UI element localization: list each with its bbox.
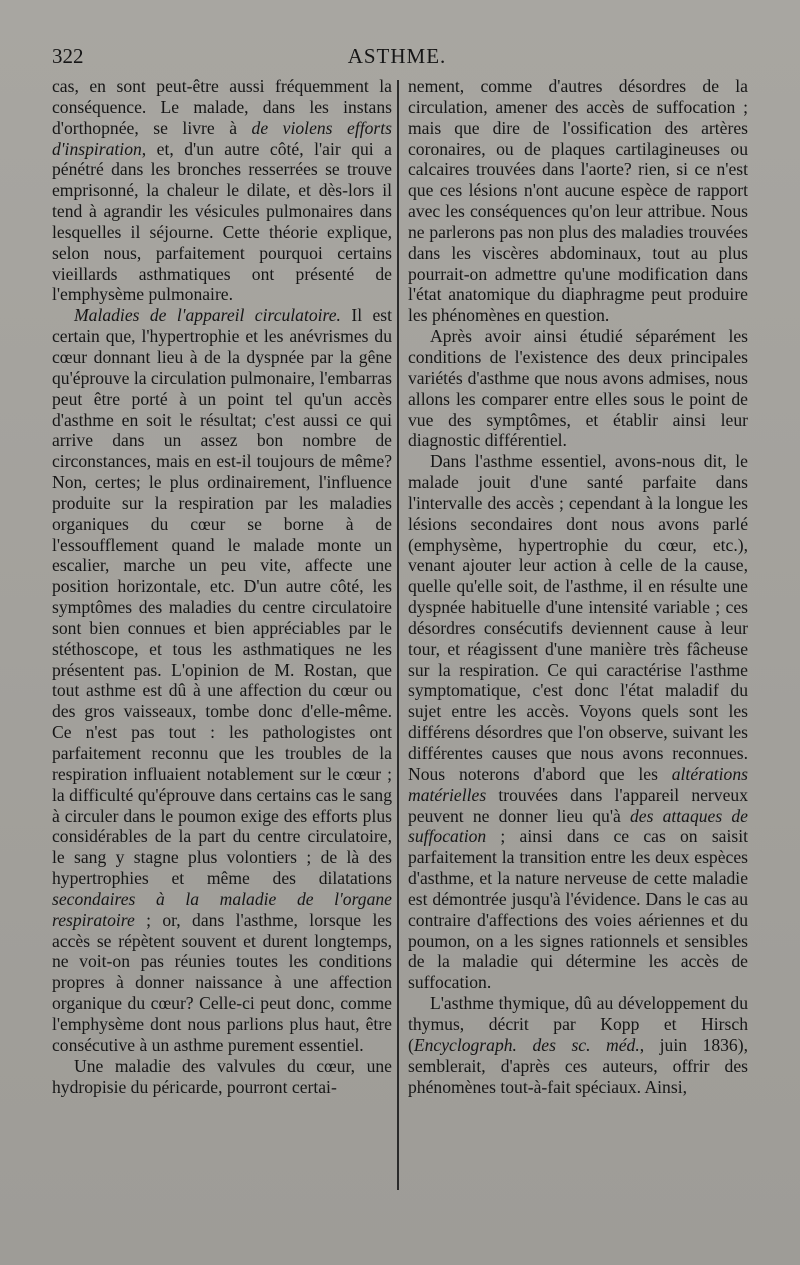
text-run: Dans l'asthme essentiel, avons-nous dit, le malade jouit d'une santé parfaite dans l'intervalle des accès ; cependant à la longue les lésions secondaires dont nous avons parlé (emphysème, hypertrophie du cœur, etc.), venant ajouter leur action à celle de la cause, quelle qu'elle soit, de l'asthme, il en résulte une dyspnée habituelle d'une intensité variable ; ces désordres consécutifs deviennent cause à leur tour, et réagissent d'une manière très fâcheuse sur la respiration. Ce qui caractérise l'asthme symptomatique, c'est donc l'état maladif du sujet entre les accès. Voyons quels sont les différens désordres que l'on observe, suivant les différentes causes que nous avons reconnues. Nous noterons d'abord que les xyxy=(408,451,748,784)
text-run: L'asthme thymique, dû au développement du thymus, décrit par Kopp et Hirsch ( xyxy=(408,993,748,1055)
text-run: ; or, dans l'asthme, lorsque les accès se répètent souvent et durent longtemps, ne voit-on pas réunies toutes les conditions propres à donner naissance à une affection organique du cœur? Celle-ci peut donc, comme l'emphysème dont nous parlions plus haut, être consécutive à un asthme purement essentiel. xyxy=(52,909,392,1055)
italic-text: Encyclograph. des sc. méd. xyxy=(413,1034,640,1055)
section-heading: Maladies de l'appareil circulatoire. xyxy=(74,305,341,326)
text-run: nement, comme d'autres désordres de la circulation, amener des accès de suffocation ; mais que dire de l'ossification des artères coronaires, ou de plaques cartilagineuses ou calcaires trouvées dans l'aorte? rien, si ce n'est que ces lésions n'ont aucune espèce de rapport avec les conséquences qu'on leur attribue. Nous ne parlerons pas non plus des maladies trouvées dans les viscères abdominaux, tout au plus pourrait-on admettre qu'une modification dans l'état anatomique du diaphragme peut produire les phénomènes en question. xyxy=(408,76,748,326)
italic-text: de violens efforts d'inspiration xyxy=(52,117,393,159)
running-head: ASTHME. xyxy=(347,44,447,68)
left-column xyxy=(52,76,392,1097)
text-run: Il est certain que, l'hypertrophie et les anévrismes du cœur donnant lieu à de la dyspnée par la gêne qu'éprouve la circulation pulmonaire, l'embarras peut être porté à un point tel qu'un accès d'asthme en soit le résultat; c'est aussi ce qui arrive dans un assez bon nombre de circonstances, mais en est-il toujours de même? Non, certes; le plus ordinairement, l'influence produite sur la respiration par les maladies organiques du cœur se borne à de l'essoufflement quand le malade monte un escalier, marche un peu vite, affecte une position horizontale, etc. D'un autre côté, les symptômes des maladies du centre circulatoire sont bien connues et bien appréciables par le stéthoscope, et tous les asthmatiques ne les présentent pas. L'opinion de M. Rostan, que tout asthme est dû à une affection du cœur ou des gros vaisseaux, tombe donc d'elle-même. Ce n'est pas tout : les pathologistes ont parfaitement reconnu que les troubles de la respiration influaient notablement sur le cœur ; la difficulté qu'éprouve dans certains cas le sang à circuler dans le poumon exige des efforts plus considérables de la part du centre circulatoire, le sang y stagne plus volontiers ; de là des hypertrophies et même des dilatations xyxy=(52,305,393,889)
paragraph xyxy=(52,305,392,1055)
paragraph xyxy=(52,1056,392,1098)
paragraph xyxy=(408,76,748,326)
text-run: , juin 1836), semblerait, d'après ces auteurs, offrir des phénomènes tout-à-fait spéciaux. Ainsi, xyxy=(408,1034,748,1097)
text-run: ; ainsi dans ce cas on saisit parfaitement la transition entre les deux espèces d'asthme, et la nature nerveuse de cette maladie est démontrée jusqu'à l'évidence. Dans le cas au contraire d'affections des voies aériennes et du poumon, on a les signes rationnels et sensibles de la maladie qui détermine les accès de suffocation. xyxy=(408,826,748,993)
paragraph xyxy=(408,451,748,993)
column-divider xyxy=(397,80,399,1190)
text-run: , et, d'un autre côté, l'air qui a pénétré dans les bronches resserrées se trouve emprisonné, la chaleur le dilate, et dès-lors il tend à agrandir les vésicules pulmonaires dans lesquelles il séjourne. Cette théorie explique, selon nous, parfaitement pourquoi certains vieillards asthmatiques ont présenté de l'emphysème pulmonaire. xyxy=(52,138,392,305)
text-run: trouvées dans l'appareil nerveux peuvent ne donner lieu qu'à xyxy=(408,784,748,826)
page-header xyxy=(52,44,742,74)
paragraph xyxy=(408,326,748,451)
text-run: cas, en sont peut-être aussi fréquemment la conséquence. Le malade, dans les instans d'orthopnée, se livre à xyxy=(52,76,392,138)
paragraph xyxy=(408,993,748,1097)
italic-text: altérations matérielles xyxy=(408,763,748,805)
text-run: Une maladie des valvules du cœur, une hydropisie du péricarde, pourront certai- xyxy=(52,1055,392,1097)
italic-text: des attaques de suffocation xyxy=(408,805,748,847)
paragraph xyxy=(52,76,392,305)
italic-text: secondaires à la maladie de l'organe respiratoire xyxy=(52,888,392,930)
text-run: Après avoir ainsi étudié séparément les conditions de l'existence des deux principales variétés d'asthme que nous avons admises, nous allons les comparer entre elles sous le point de vue des symptômes, et établir ainsi leur diagnostic différentiel. xyxy=(408,326,748,451)
right-column xyxy=(408,76,748,1097)
page-number: 322 xyxy=(52,44,84,68)
